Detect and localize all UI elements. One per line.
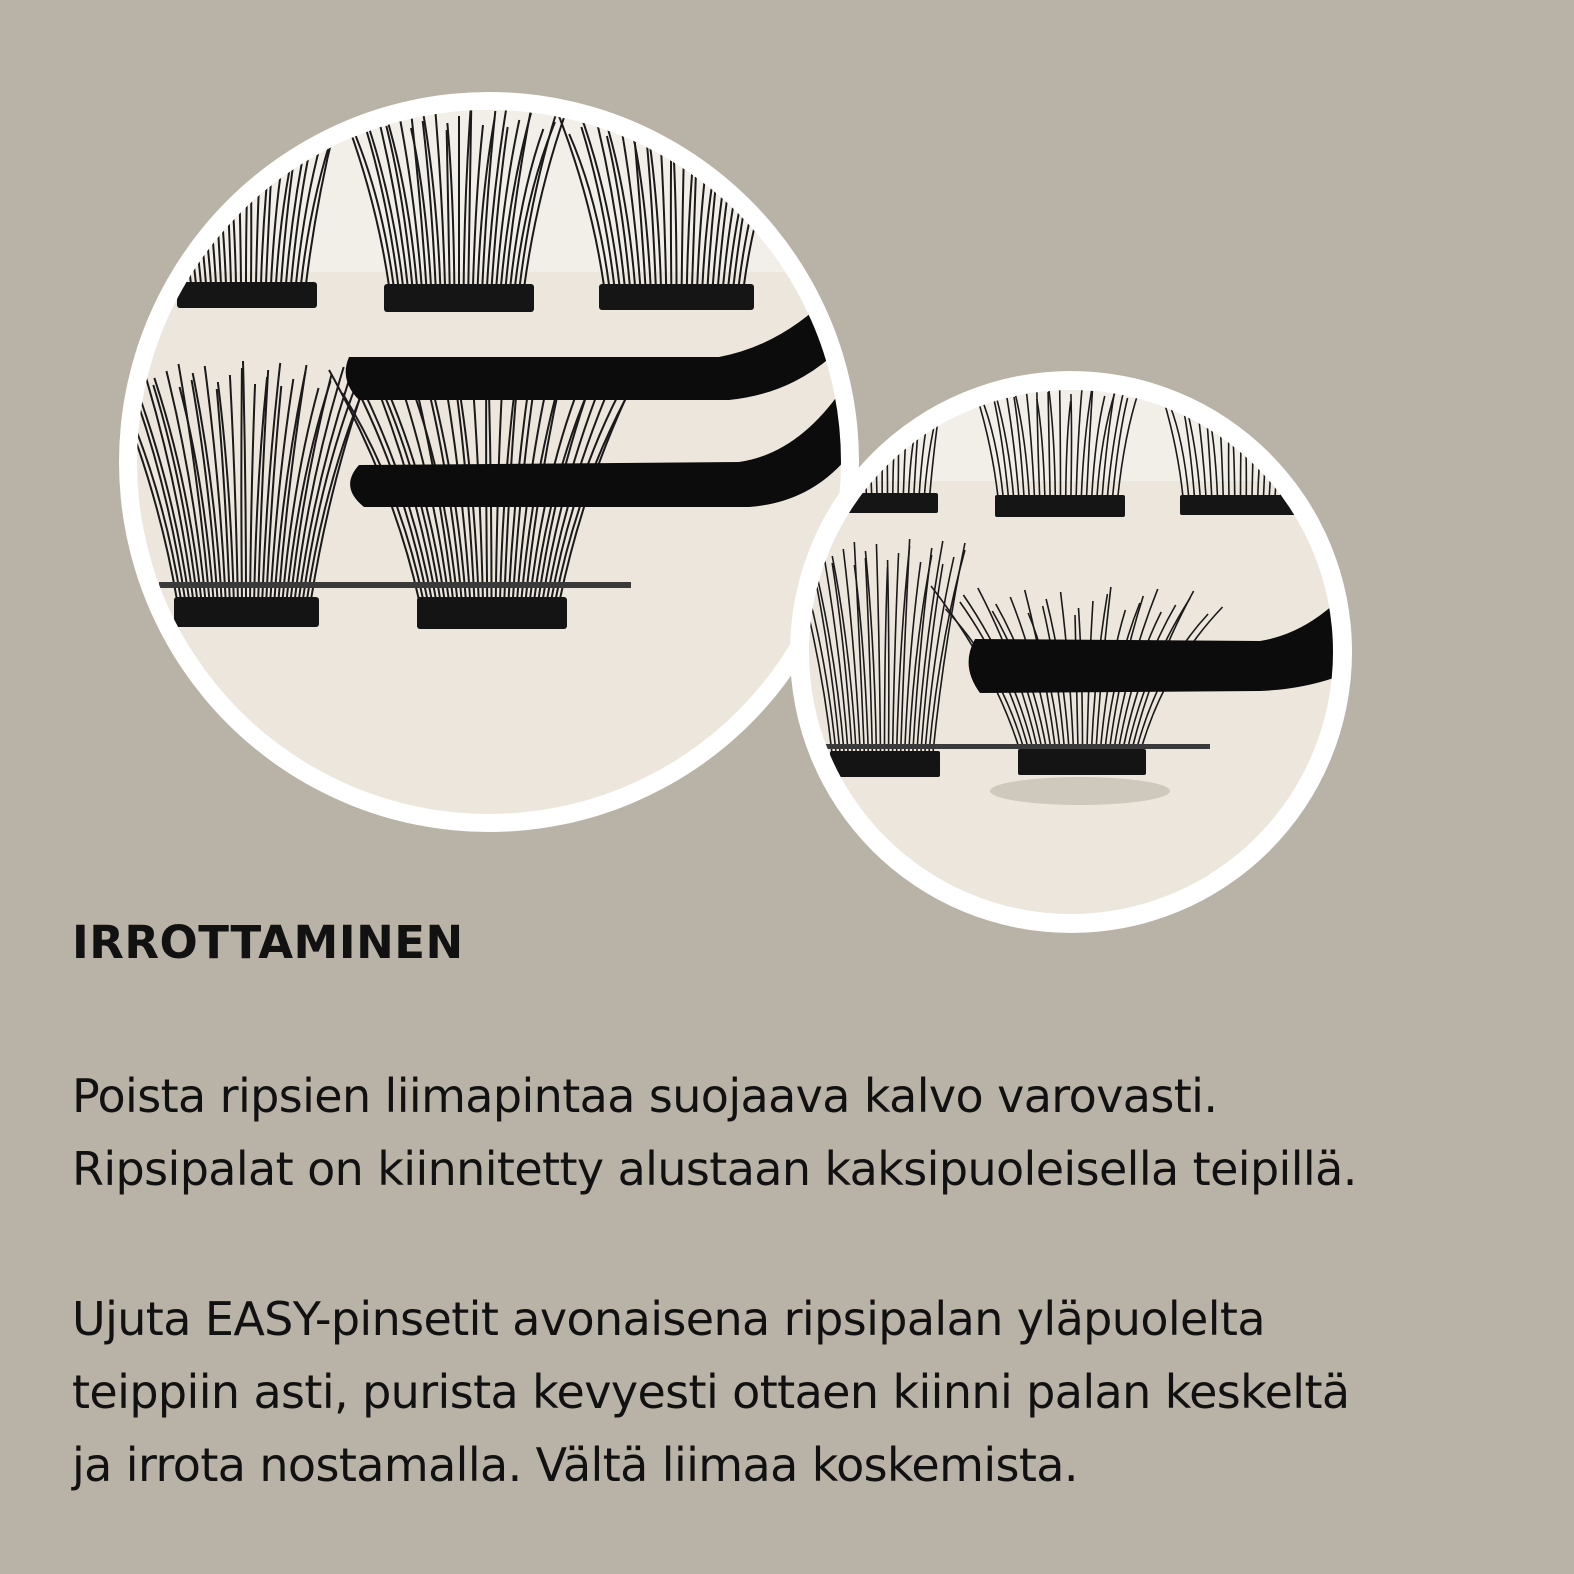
instruction-line: Poista ripsien liimapintaa suojaava kalvo varovasti. [72, 1069, 1218, 1123]
lash-photo-small-content [790, 371, 1352, 933]
instruction-paragraph-1 [72, 1060, 1357, 1206]
lash-photo-small [790, 371, 1352, 933]
instruction-paragraph-2 [72, 1283, 1349, 1502]
instruction-line: Ujuta EASY-pinsetit avonaisena ripsipalan yläpuolelta [72, 1292, 1265, 1346]
lash-photo-large-content [119, 92, 859, 832]
lash-photo-large [119, 92, 859, 832]
instruction-line: Ripsipalat on kiinnitetty alustaan kaksipuoleisella teipillä. [72, 1142, 1357, 1196]
instruction-line: ja irrota nostamalla. Vältä liimaa koskemista. [72, 1438, 1078, 1492]
instruction-line: teippiin asti, purista kevyesti ottaen kiinni palan keskeltä [72, 1365, 1350, 1419]
section-heading: IRROTTAMINEN [72, 916, 464, 969]
